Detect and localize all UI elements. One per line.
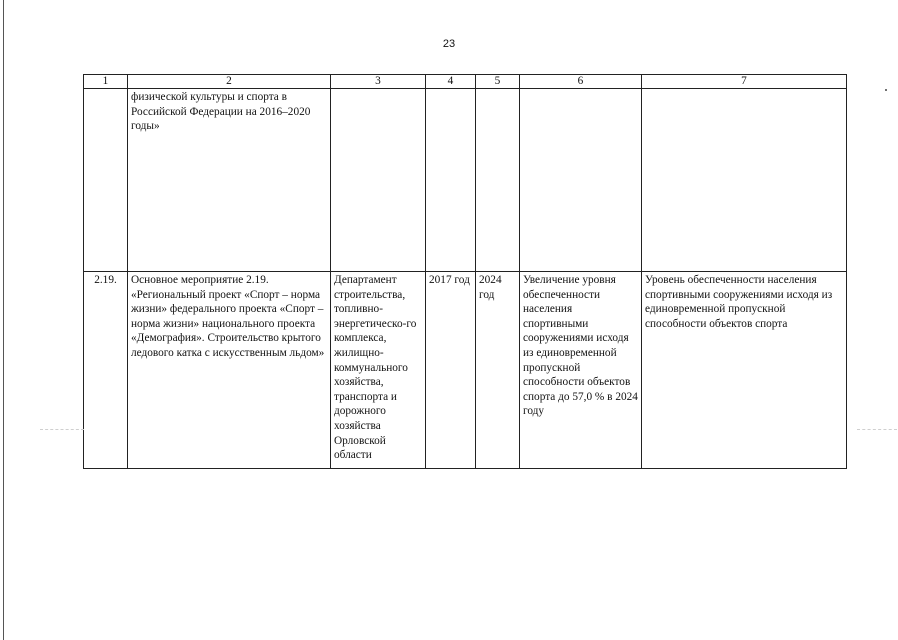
page-edge-line	[3, 0, 4, 640]
cont-col-3	[331, 89, 426, 272]
cont-col-4	[426, 89, 476, 272]
cont-col-6	[520, 89, 642, 272]
page-number: 23	[442, 38, 456, 50]
header-col-3: 3	[331, 75, 426, 89]
events-table	[83, 74, 847, 469]
header-col-6: 6	[520, 75, 642, 89]
row-number: 2.19.	[84, 272, 128, 469]
cont-col-1	[84, 89, 128, 272]
header-col-1: 1	[84, 75, 128, 89]
header-col-5: 5	[476, 75, 520, 89]
indicator-link: Уровень обеспеченности населения спортивными сооружениями исходя из единовременной пропускной способности объектов спорта	[642, 272, 847, 469]
header-col-7: 7	[642, 75, 847, 89]
cont-col-2-text: физической культуры и спорта в Российской Федерации на 2016–2020 годы»	[128, 89, 331, 272]
expected-result: Увеличение уровня обеспеченности населения спортивными сооружениями исходя из единовременной пропускной способности объектов спорта до 57,0 % в 2024 году	[520, 272, 642, 469]
scan-artifact-line	[857, 429, 897, 430]
cont-col-7	[642, 89, 847, 272]
table-row-continuation	[84, 89, 847, 272]
scan-artifact-line	[40, 429, 84, 430]
table-header-row	[84, 75, 847, 89]
cont-col-5	[476, 89, 520, 272]
table-row-2-19	[84, 272, 847, 469]
header-col-4: 4	[426, 75, 476, 89]
end-year: 2024 год	[476, 272, 520, 469]
scan-speck	[885, 89, 887, 91]
executor: Департамент строительства, топливно-энергетическо-го комплекса, жилищно-коммунального хозяйства, транспорта и дорожного хозяйства Орловской области	[331, 272, 426, 469]
event-name: Основное мероприятие 2.19. «Региональный проект «Спорт – норма жизни» федерального проекта «Спорт – норма жизни» национального проекта «Демография». Строительство крытого ледового катка с искусственным льдом»	[128, 272, 331, 469]
start-year: 2017 год	[426, 272, 476, 469]
header-col-2: 2	[128, 75, 331, 89]
